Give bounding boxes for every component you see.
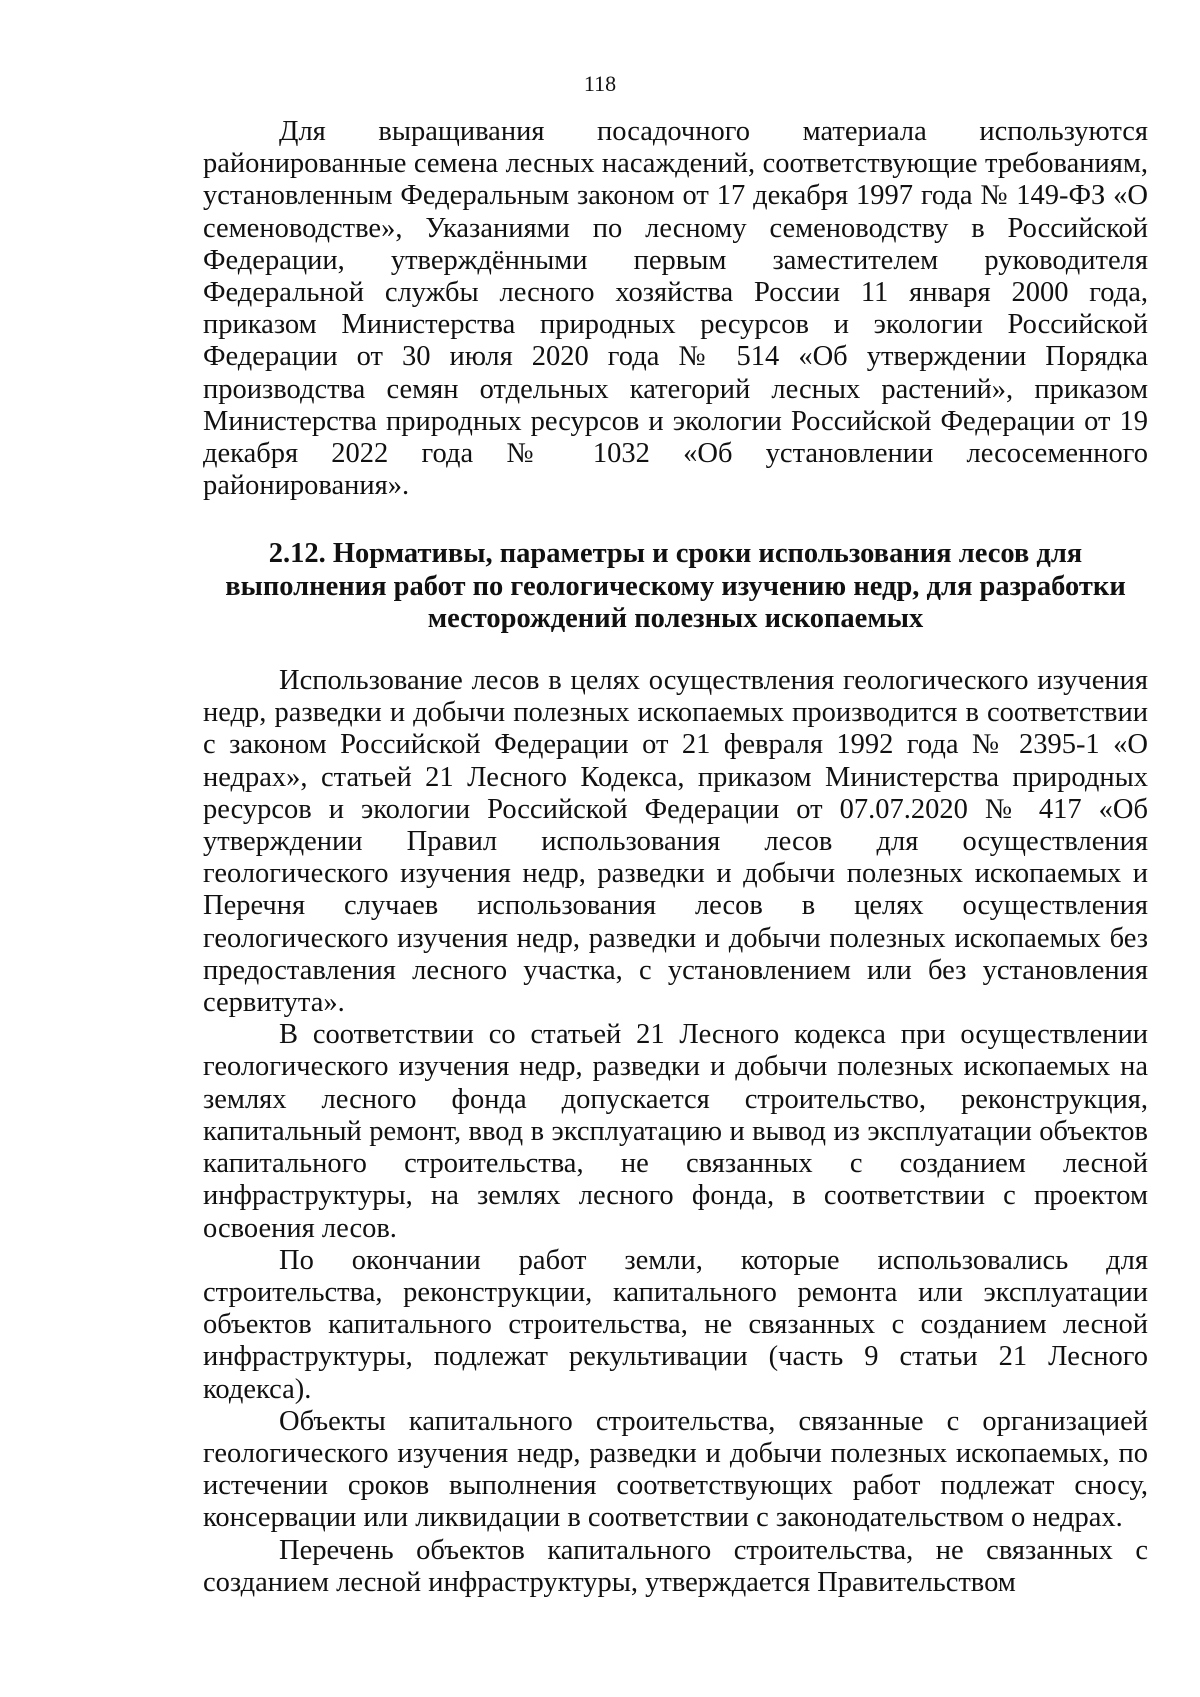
section-heading-line: 2.12. Нормативы, параметры и сроки использования лесов для (268, 538, 1083, 570)
section-heading-line: месторождений полезных ископаемых (427, 602, 924, 634)
section-paragraph: По окончании работ земли, которые использовались для строительства, реконструкции, капитального ремонта или эксплуатации объектов капитального строительства, не связанных с созданием лесной инфраструктуры, подлежат рекультивации (часть 9 статьи 21 Лесного кодекса). (203, 1244, 1148, 1405)
section-paragraph: В соответствии со статьей 21 Лесного кодекса при осуществлении геологического изучения недр, разведки и добычи полезных ископаемых на землях лесного фонда допускается строительство, реконструкция, капитальный ремонт, ввод в эксплуатацию и вывод из эксплуатации объектов капитального строительства, не связанных с созданием лесной инфраструктуры, на землях лесного фонда, в соответствии с проектом освоения лесов. (203, 1019, 1148, 1244)
section-heading (203, 538, 1148, 635)
section-paragraph: Использование лесов в целях осуществления геологического изучения недр, разведки и добычи полезных ископаемых производится в соответствии с законом Российской Федерации от 21 февраля 1992 года № 2395-1 «О недрах», статьей 21 Лесного Кодекса, приказом Министерства природных ресурсов и экологии Российской Федерации от 07.07.2020 № 417 «Об утверждении Правил использования лесов для осуществления геологического изучения недр, разведки и добычи полезных ископаемых и Перечня случаев использования лесов в целях осуществления геологического изучения недр, разведки и добычи полезных ископаемых без предоставления лесного участка, с установлением или без установления сервитута». (203, 665, 1148, 1019)
section-paragraph: Объекты капитального строительства, связанные с организацией геологического изучения недр, разведки и добычи полезных ископаемых, по истечении сроков выполнения соответствующих работ подлежат сносу, консервации или ликвидации в соответствии с законодательством о недрах. (203, 1405, 1148, 1534)
intro-paragraph: Для выращивания посадочного материала используются районированные семена лесных насаждений, соответствующие требованиям, установленным Федеральным законом от 17 декабря 1997 года № 149-ФЗ «О семеноводстве», Указаниями по лесному семеноводству в Российской Федерации, утверждёнными первым заместителем руководителя Федеральной службы лесного хозяйства России 11 января 2000 года, приказом Министерства природных ресурсов и экологии Российской Федерации от 30 июля 2020 года № 514 «Об утверждении Порядка производства семян отдельных категорий лесных растений», приказом Министерства природных ресурсов и экологии Российской Федерации от 19 декабря 2022 года № 1032 «Об установлении лесосеменного районирования». (203, 116, 1148, 502)
page-number: 118 (583, 71, 617, 96)
section-paragraph: Перечень объектов капитального строительства, не связанных с созданием лесной инфраструктуры, утверждается Правительством (203, 1534, 1148, 1598)
section-heading-line: выполнения работ по геологическому изучению недр, для разработки (225, 570, 1126, 602)
page-content (203, 116, 1148, 1599)
